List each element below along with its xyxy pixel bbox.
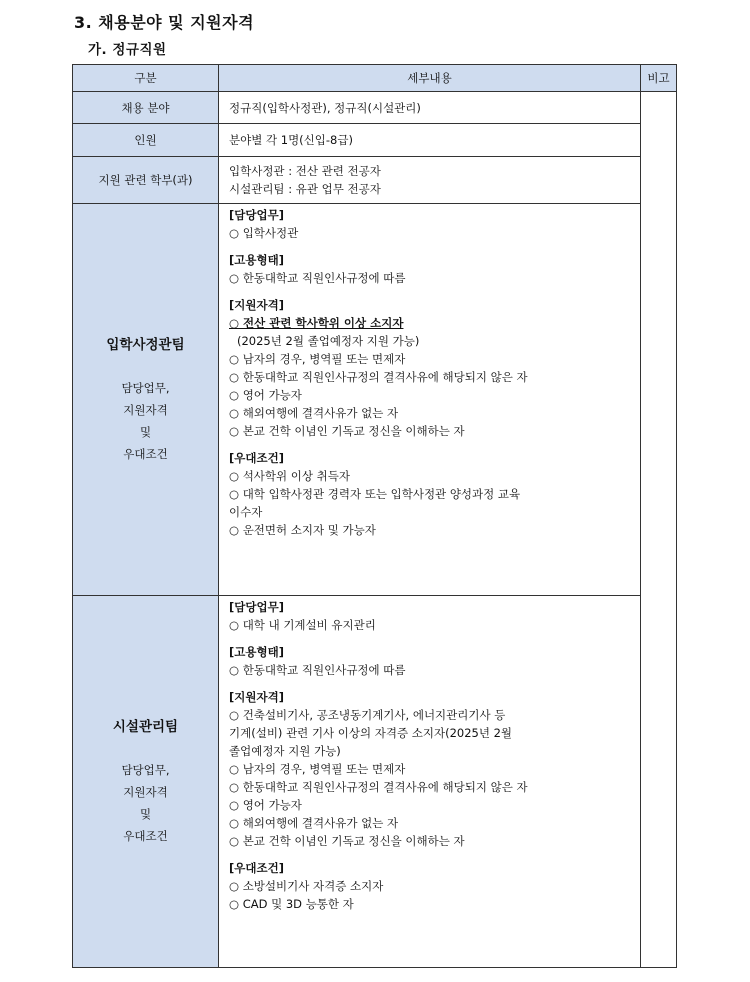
section-label-admission xyxy=(73,204,219,596)
sub-heading: 가. 정규직원 xyxy=(88,42,167,58)
value-line: 시설관리팀 : 유관 업무 전공자 xyxy=(229,182,381,196)
list-item: 기계(설비) 관련 기사 이상의 자격증 소지자(2025년 2월 xyxy=(229,726,513,740)
section-subtitle xyxy=(73,377,218,465)
subtitle-line: 지원자격 xyxy=(123,784,168,799)
row-value: 분야별 각 1명(신입-8급) xyxy=(219,124,641,157)
preference-group xyxy=(229,449,640,539)
table-row xyxy=(73,157,677,204)
list-item: ○ 한동대학교 직원인사규정의 결격사유에 해당되지 않은 자 xyxy=(229,370,528,384)
row-label: 채용 분야 xyxy=(73,92,219,124)
list-item: ○ 건축설비기사, 공조냉동기계기사, 에너지관리기사 등 xyxy=(229,708,506,722)
employment-type-group xyxy=(229,251,640,287)
group-title: [지원자격] xyxy=(229,298,284,312)
value-line: 입학사정관 : 전산 관련 전공자 xyxy=(229,164,381,178)
list-item: ○ 영어 가능자 xyxy=(229,798,302,812)
list-item: (2025년 2월 졸업예정자 지원 가능) xyxy=(237,334,420,348)
duty-group xyxy=(229,598,640,634)
row-label: 지원 관련 학부(과) xyxy=(73,157,219,204)
list-item: ○ 해외여행에 결격사유가 없는 자 xyxy=(229,816,399,830)
row-value: 정규직(입학사정관), 정규직(시설관리) xyxy=(219,92,641,124)
list-item: ○ 남자의 경우, 병역필 또는 면제자 xyxy=(229,352,406,366)
employment-type-group xyxy=(229,643,640,679)
table-row xyxy=(73,92,677,124)
list-item: ○ 한동대학교 직원인사규정의 결격사유에 해당되지 않은 자 xyxy=(229,780,528,794)
qualification-group xyxy=(229,688,640,850)
list-item: ○ 소방설비기사 자격증 소지자 xyxy=(229,879,384,893)
qualification-group xyxy=(229,296,640,440)
list-item: ○ 석사학위 이상 취득자 xyxy=(229,469,350,483)
list-item: ○ 남자의 경우, 병역필 또는 면제자 xyxy=(229,762,406,776)
list-item: ○ CAD 및 3D 능통한 자 xyxy=(229,897,354,911)
row-value xyxy=(219,157,641,204)
row-label: 인원 xyxy=(73,124,219,157)
group-title: [담당업무] xyxy=(229,208,284,222)
subtitle-line: 및 xyxy=(139,424,152,439)
section-subtitle xyxy=(73,759,218,847)
list-item: ○ 영어 가능자 xyxy=(229,388,302,402)
group-title: [고용형태] xyxy=(229,253,284,267)
list-item: ○ 대학 내 기계설비 유지관리 xyxy=(229,618,376,632)
list-item: ○ 대학 입학사정관 경력자 또는 입학사정관 양성과정 교육 xyxy=(229,487,521,501)
subtitle-line: 지원자격 xyxy=(123,402,168,417)
preference-group xyxy=(229,859,640,913)
group-title: [담당업무] xyxy=(229,600,284,614)
table-row xyxy=(73,124,677,157)
table-header-row xyxy=(73,65,677,92)
list-item: ○ 본교 건학 이념인 기독교 정신을 이해하는 자 xyxy=(229,834,465,848)
list-item: ○ 한동대학교 직원인사규정에 따름 xyxy=(229,271,406,285)
section-details-admission xyxy=(219,204,641,596)
list-item: ○ 본교 건학 이념인 기독교 정신을 이해하는 자 xyxy=(229,424,465,438)
section-title: 시설관리팀 xyxy=(112,718,179,735)
section-heading: 3. 채용분야 및 지원자격 xyxy=(74,13,255,32)
list-item: ○ 전산 관련 학사학위 이상 소지자 xyxy=(229,316,404,330)
group-title: [우대조건] xyxy=(229,451,284,465)
list-item: ○ 한동대학교 직원인사규정에 따름 xyxy=(229,663,406,677)
subtitle-line: 우대조건 xyxy=(123,446,168,461)
group-title: [고용형태] xyxy=(229,645,284,659)
remarks-cell xyxy=(641,92,677,968)
group-title: [우대조건] xyxy=(229,861,284,875)
subtitle-line: 담당업무, xyxy=(121,762,170,777)
recruitment-table xyxy=(72,64,677,968)
section-title: 입학사정관팀 xyxy=(106,336,185,353)
list-item: ○ 입학사정관 xyxy=(229,226,299,240)
table-row xyxy=(73,204,677,596)
header-category: 구분 xyxy=(73,65,219,92)
list-item: 이수자 xyxy=(229,505,263,519)
subtitle-line: 담당업무, xyxy=(121,380,170,395)
group-title: [지원자격] xyxy=(229,690,284,704)
table-row xyxy=(73,596,677,968)
list-item: ○ 해외여행에 결격사유가 없는 자 xyxy=(229,406,399,420)
section-label-facility xyxy=(73,596,219,968)
subtitle-line: 및 xyxy=(139,806,152,821)
subtitle-line: 우대조건 xyxy=(123,828,168,843)
header-details: 세부내용 xyxy=(219,65,641,92)
header-remarks: 비고 xyxy=(641,65,677,92)
section-details-facility xyxy=(219,596,641,968)
list-item: ○ 운전면허 소지자 및 가능자 xyxy=(229,523,376,537)
duty-group xyxy=(229,206,640,242)
list-item: 졸업예정자 지원 가능) xyxy=(229,744,341,758)
